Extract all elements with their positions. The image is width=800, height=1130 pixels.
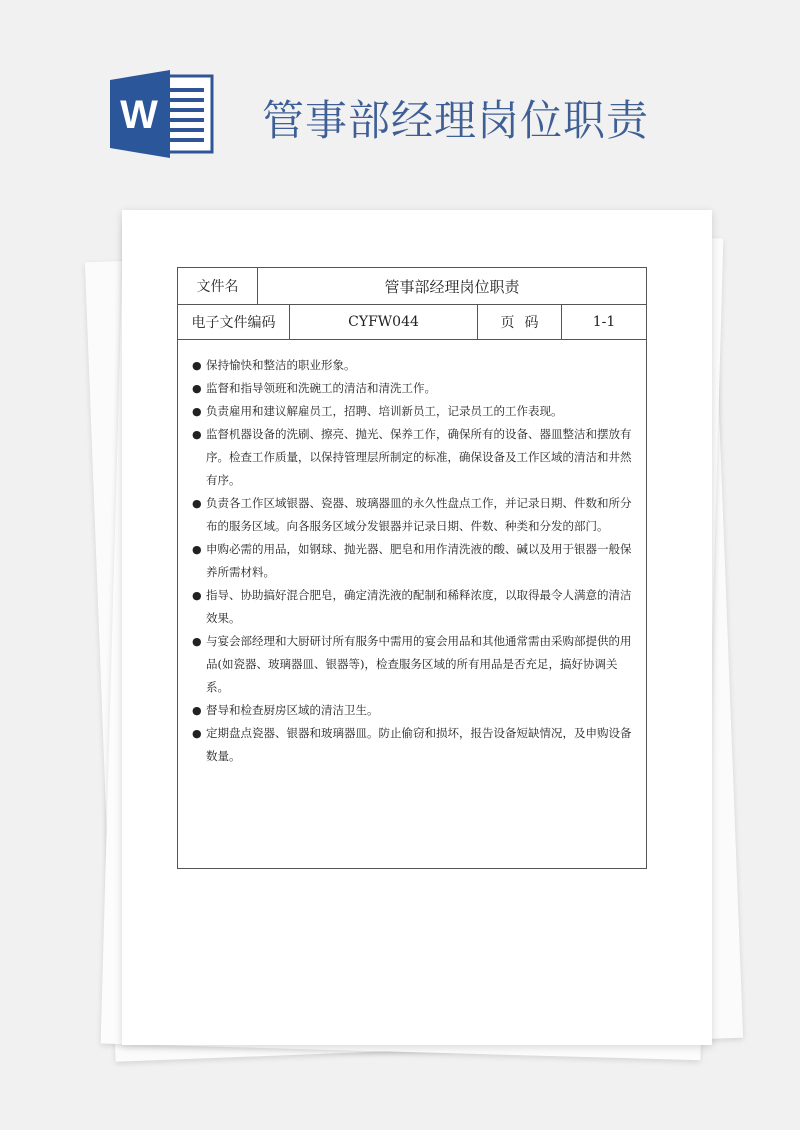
bullet-icon: ● [192, 543, 202, 556]
list-item: ● 监督和指导领班和洗碗工的清洁和清洗工作。 [192, 377, 632, 400]
bullet-icon: ● [192, 405, 202, 418]
list-item: ● 负责各工作区域银器、瓷器、玻璃器皿的永久性盘点工作，并记录日期、件数和所分布的服务区域。向各服务区域分发银器并记录日期、件数、种类和分发的部门。 [192, 492, 632, 538]
page-value: 1-1 [592, 314, 616, 330]
bullet-icon: ● [192, 382, 202, 395]
list-item: ● 申购必需的用品，如钢球、抛光器、肥皂和用作清洗液的酸、碱以及用于银器一般保养所需材料。 [192, 538, 632, 584]
list-item: ● 定期盘点瓷器、银器和玻璃器皿。防止偷窃和损坏，报告设备短缺情况，及申购设备数量。 [192, 722, 632, 768]
code-value: CYFW044 [290, 305, 478, 339]
file-name-value: 管事部经理岗位职责 [384, 277, 520, 296]
list-item: ● 与宴会部经理和大厨研讨所有服务中需用的宴会用品和其他通常需由采购部提供的用品(如瓷器、玻璃器皿、银器等)，检查服务区域的所有用品是否充足，搞好协调关系。 [192, 630, 632, 699]
table-row-title [178, 268, 646, 305]
bullet-icon: ● [192, 727, 202, 740]
table-row-code [178, 305, 646, 340]
list-item: ● 监督机器设备的洗刷、擦亮、抛光、保养工作，确保所有的设备、器皿整洁和摆放有序。检查工作质量，以保持管理层所制定的标准，确保设备及工作区域的清洁和井然有序。 [192, 423, 632, 492]
code-label: 电子文件编码 [178, 305, 290, 339]
bullet-icon: ● [192, 704, 202, 717]
header [0, 0, 800, 200]
page-label: 页码 [478, 305, 562, 339]
page-title: 管事部经理岗位职责 [262, 96, 650, 145]
file-name-label: 文件名 [178, 268, 258, 304]
list-item: ● 督导和检查厨房区域的清洁卫生。 [192, 699, 632, 722]
list-item: ● 保持愉快和整洁的职业形象。 [192, 354, 632, 377]
bullet-icon: ● [192, 589, 202, 602]
document-page [122, 210, 712, 1045]
word-document-icon [110, 70, 215, 158]
list-item: ● 负责雇用和建议解雇员工，招聘、培训新员工，记录员工的工作表现。 [192, 400, 632, 423]
bullet-icon: ● [192, 428, 202, 441]
svg-text:W: W [120, 93, 158, 137]
bullet-icon: ● [192, 497, 202, 510]
bullet-icon: ● [192, 359, 202, 372]
document-table [177, 267, 647, 869]
list-item: ● 指导、协助搞好混合肥皂，确定清洗液的配制和稀释浓度，以取得最令人满意的清洁效果。 [192, 584, 632, 630]
duties-list [178, 340, 646, 768]
bullet-icon: ● [192, 635, 202, 648]
